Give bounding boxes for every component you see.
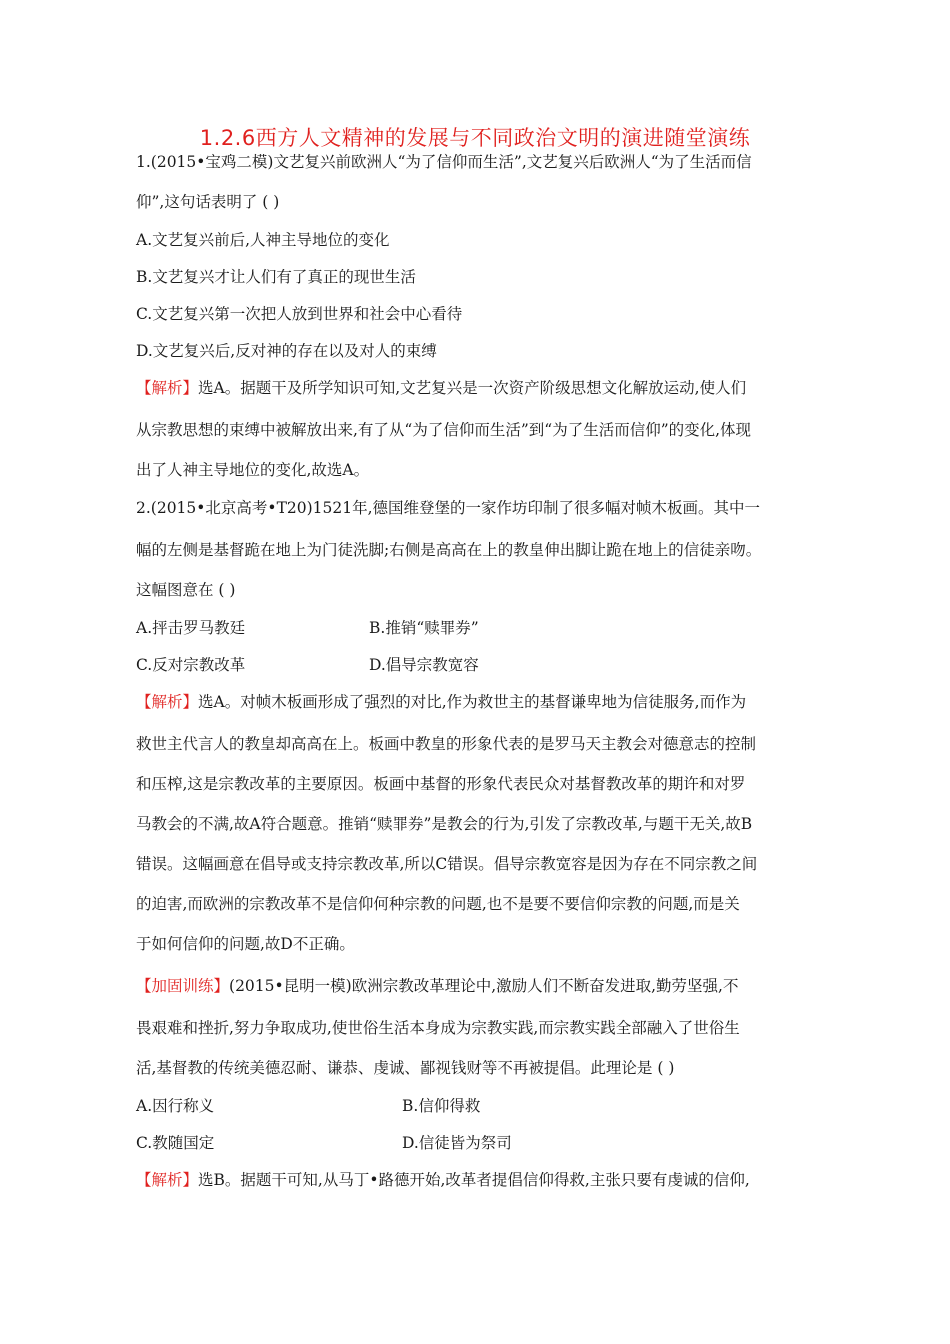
q3-options-row-2: [136, 1133, 826, 1153]
q1-option-a: A.文艺复兴前后,人神主导地位的变化: [136, 231, 390, 249]
q3-stem-line-3: 活,基督教的传统美德忍耐、谦恭、虔诚、鄙视钱财等不再被提倡。此理论是 ( ): [136, 1059, 675, 1077]
q2-option-c: C.反对宗教改革: [136, 656, 246, 674]
q1-analysis-tag: 【解析】: [136, 379, 199, 397]
q2-stem-line-1: 2.(2015•北京高考•T20)1521年,德国维登堡的一家作坊印制了很多幅对帧木板画。其中一: [136, 499, 761, 517]
q1-stem-line-2: 仰”,这句话表明了 ( ): [136, 193, 280, 211]
q2-analysis-line-6: 的迫害,而欧洲的宗教改革不是信仰何种宗教的问题,也不是要不要信仰宗教的问题,而是关: [136, 895, 740, 913]
q3-stem-line-1: [136, 976, 826, 996]
q2-stem-line-2: 幅的左侧是基督跪在地上为门徒洗脚;右侧是高高在上的教皇伸出脚让跪在地上的信徒亲吻。: [136, 541, 762, 559]
q2-analysis-line-3: 和压榨,这是宗教改革的主要原因。板画中基督的形象代表民众对基督教改革的期许和对罗: [136, 775, 746, 793]
q3-options-row-1: [136, 1096, 826, 1116]
q2-options-row-1: [136, 618, 826, 638]
q2-options-row-2: [136, 655, 826, 675]
q2-option-d: D.倡导宗教宽容: [369, 656, 479, 674]
q2-analysis-tag: 【解析】: [136, 693, 199, 711]
q1-option-b: B.文艺复兴才让人们有了真正的现世生活: [136, 268, 416, 286]
q1-analysis-line-3: 出了人神主导地位的变化,故选A。: [136, 461, 370, 479]
q2-option-a: A.抨击罗马教廷: [136, 619, 246, 637]
q3-analysis-line-1: [136, 1170, 826, 1190]
q3-option-b: B.信仰得救: [402, 1097, 481, 1115]
q1-analysis-line-2: 从宗教思想的束缚中被解放出来,有了从“为了信仰而生活”到“为了生活而信仰”的变化,体现: [136, 421, 752, 439]
q3-option-c: C.教随国定: [136, 1134, 215, 1152]
q1-option-d: D.文艺复兴后,反对神的存在以及对人的束缚: [136, 342, 437, 360]
q2-analysis-line-5: 错误。这幅画意在倡导或支持宗教改革,所以C错误。倡导宗教宽容是因为存在不同宗教之间: [136, 855, 758, 873]
q2-option-b: B.推销“赎罪券”: [369, 619, 479, 637]
q3-stem-line-2: 畏艰难和挫折,努力争取成功,使世俗生活本身成为宗教实践,而宗教实践全部融入了世俗生: [136, 1019, 740, 1037]
q2-analysis-line-7: 于如何信仰的问题,故D不正确。: [136, 935, 355, 953]
q2-analysis-line-2: 救世主代言人的教皇却高高在上。板画中教皇的形象代表的是罗马天主教会对德意志的控制: [136, 735, 757, 753]
q1-analysis-text: 选A。据题干及所学知识可知,文艺复兴是一次资产阶级思想文化解放运动,使人们: [198, 379, 747, 397]
q3-analysis-tag: 【解析】: [136, 1171, 199, 1189]
q3-stem-text: (2015•昆明一模)欧洲宗教改革理论中,激励人们不断奋发进取,勤劳坚强,不: [229, 977, 739, 995]
q2-analysis-line-1: [136, 692, 826, 712]
document-title: 1.2.6西方人文精神的发展与不同政治文明的演进随堂演练: [199, 126, 751, 150]
q2-stem-line-3: 这幅图意在 ( ): [136, 581, 236, 599]
q1-option-c: C.文艺复兴第一次把人放到世界和社会中心看待: [136, 305, 463, 323]
q2-analysis-line-4: 马教会的不满,故A符合题意。推销“赎罪券”是教会的行为,引发了宗教改革,与题干无关,故B: [136, 815, 753, 833]
q3-analysis-text: 选B。据题干可知,从马丁•路德开始,改革者提倡信仰得救,主张只要有虔诚的信仰,: [198, 1171, 750, 1189]
q3-option-d: D.信徒皆为祭司: [402, 1134, 512, 1152]
q1-analysis-line-1: [136, 378, 826, 398]
q1-stem-line-1: 1.(2015•宝鸡二模)文艺复兴前欧洲人“为了信仰而生活”,文艺复兴后欧洲人“为了生活而信: [136, 153, 752, 171]
q2-analysis-text: 选A。对帧木板画形成了强烈的对比,作为救世主的基督谦卑地为信徒服务,而作为: [198, 693, 747, 711]
q3-option-a: A.因行称义: [136, 1097, 215, 1115]
q3-tag: 【加固训练】: [136, 977, 230, 995]
